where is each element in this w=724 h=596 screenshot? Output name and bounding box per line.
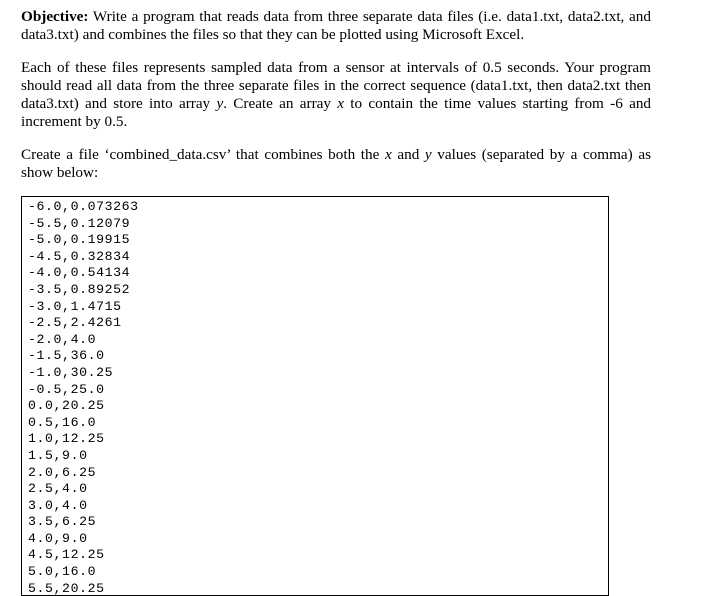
csv-line: 0.5,16.0 [28,414,97,430]
csv-line: -1.5,36.0 [28,348,105,364]
objective-text: Write a program that reads data from three separate data files (i.e. data1.txt, data2.txt, and data3.txt) and combines the files so that they can be plotted using Microsoft Excel. [21,8,651,43]
variable-y: y [424,146,432,163]
instruction-paragraph [21,146,651,182]
csv-line: -3.5,0.89252 [28,281,131,297]
csv-line: -4.5,0.32834 [28,248,131,264]
csv-line: -0.5,25.0 [28,381,105,397]
csv-line: 4.0,9.0 [28,530,88,546]
csv-line: 1.5,9.0 [28,447,88,463]
description-text-2: . Create an array [223,95,338,112]
csv-line: -4.0,0.54134 [28,265,131,281]
csv-line: 1.0,12.25 [28,431,105,447]
objective-paragraph [21,8,651,44]
csv-line: -2.0,4.0 [28,331,97,347]
csv-line: -6.0,0.073263 [28,199,139,214]
variable-y: y [216,95,224,112]
instruction-text-1: Create a file ‘combined_data.csv’ that combines both the [21,146,385,163]
csv-line: 2.0,6.25 [28,464,97,480]
csv-line: 4.5,12.25 [28,547,105,563]
document-body [21,8,651,188]
instruction-text-3: values (separated by a comma) as show below: [21,146,651,181]
csv-line: -3.0,1.4715 [28,298,122,314]
instruction-text-2: and [391,146,425,163]
csv-line: 5.5,20.25 [28,580,105,596]
csv-line: -5.5,0.12079 [28,215,131,231]
csv-line: -5.0,0.19915 [28,232,131,248]
csv-output-box [21,196,609,596]
variable-x: x [384,146,392,163]
csv-line: 2.5,4.0 [28,481,88,497]
csv-line: 0.0,20.25 [28,398,105,414]
description-paragraph [21,59,651,131]
variable-x: x [337,95,344,112]
csv-line: -2.5,2.4261 [28,315,122,331]
csv-line: 5.0,16.0 [28,564,97,580]
description-text-1: Each of these files represents sampled data from a sensor at intervals of 0.5 seconds. Your program should read all data from the three separate files in the correct sequence (data1.txt, then data2.txt then data3.txt) and store into array [21,59,651,112]
csv-line: -1.0,30.25 [28,364,114,380]
objective-label: Objective: [21,8,89,25]
csv-line: 3.5,6.25 [28,514,97,530]
description-text-3: to contain the time values starting from -6 and increment by 0.5. [21,95,652,130]
csv-line: 3.0,4.0 [28,497,88,513]
